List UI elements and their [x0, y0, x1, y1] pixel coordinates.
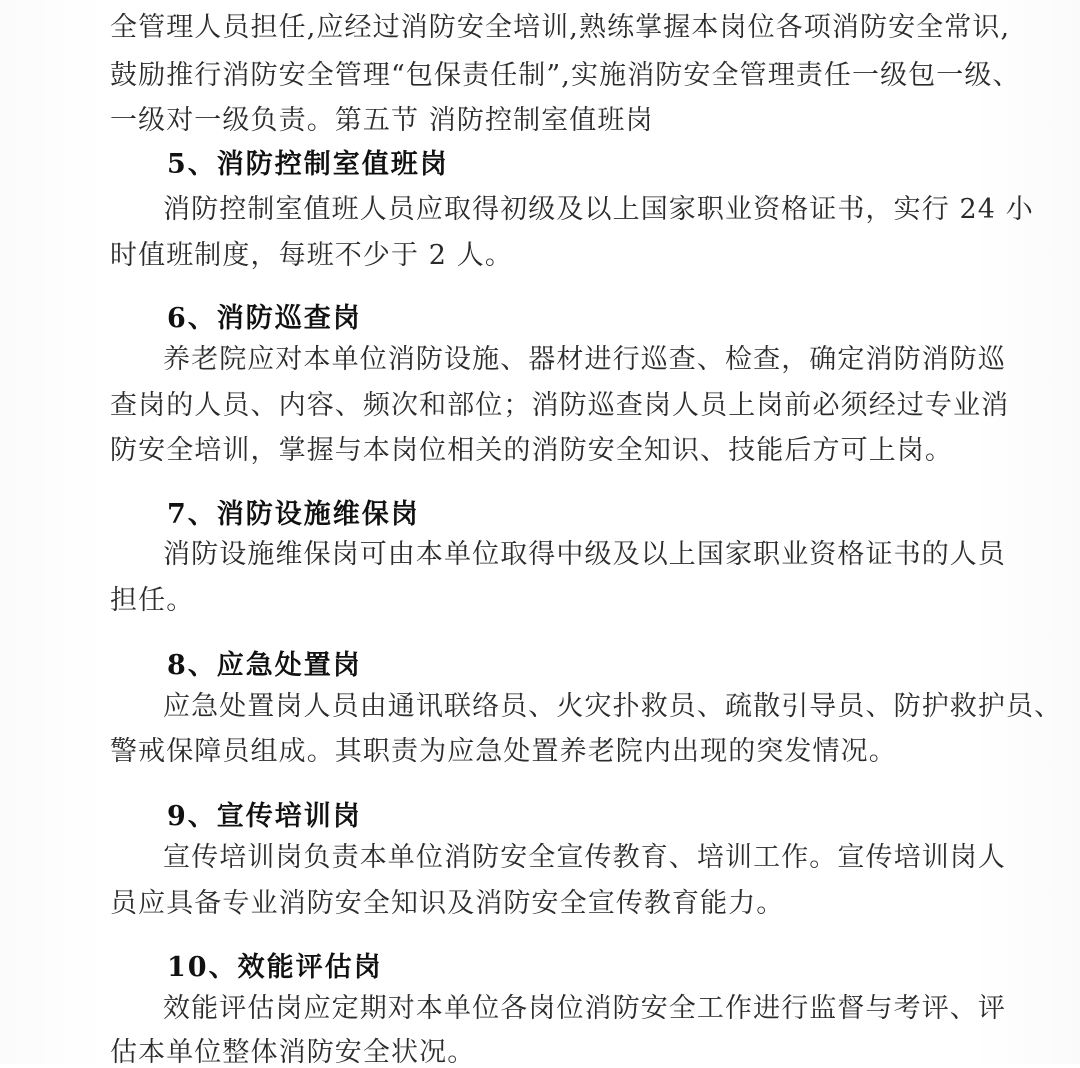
section-7-line-2: 担任。: [110, 585, 195, 616]
section-8-line-1: 应急处置岗人员由通讯联络员、火灾扑救员、疏散引导员、防护救护员、: [163, 691, 1063, 722]
section-9-line-1: 宣传培训岗负责本单位消防安全宣传教育、培训工作。宣传培训岗人: [163, 842, 1006, 873]
section-10-line-2: 估本单位整体消防安全状况。: [110, 1037, 476, 1068]
section-5-heading: 5、消防控制室值班岗: [167, 149, 449, 180]
section-10-line-1: 效能评估岗应定期对本单位各岗位消防安全工作进行监督与考评、评: [163, 993, 1006, 1024]
section-6-line-2: 查岗的人员、内容、频次和部位；消防巡查岗人员上岗前必须经过专业消: [110, 390, 1010, 421]
intro-line-3: 一级对一级负责。第五节 消防控制室值班岗: [110, 105, 654, 136]
section-5-line-1: 消防控制室值班人员应取得初级及以上国家职业资格证书，实行 24 小: [163, 194, 1034, 225]
section-9-heading: 9、宣传培训岗: [167, 801, 362, 832]
section-10-heading: 10、效能评估岗: [167, 952, 383, 983]
section-6-line-3: 防安全培训，掌握与本岗位相关的消防安全知识、技能后方可上岗。: [110, 435, 953, 466]
section-5-line-2: 时值班制度，每班不少于 2 人。: [110, 240, 513, 271]
section-6-heading: 6、消防巡查岗: [167, 303, 362, 334]
intro-line-1: 全管理人员担任,应经过消防安全培训,熟练掌握本岗位各项消防安全常识,: [110, 12, 1011, 43]
section-8-line-2: 警戒保障员组成。其职责为应急处置养老院内出现的突发情况。: [110, 736, 897, 767]
intro-line-2: 鼓励推行消防安全管理“包保责任制”,实施消防安全管理责任一级包一级、: [110, 60, 1021, 91]
section-7-line-1: 消防设施维保岗可由本单位取得中级及以上国家职业资格证书的人员: [163, 539, 1006, 570]
section-6-line-1: 养老院应对本单位消防设施、器材进行巡查、检查，确定消防消防巡: [163, 344, 1006, 375]
section-7-heading: 7、消防设施维保岗: [167, 499, 420, 530]
section-8-heading: 8、应急处置岗: [167, 650, 362, 681]
section-9-line-2: 员应具备专业消防安全知识及消防安全宣传教育能力。: [110, 888, 785, 919]
